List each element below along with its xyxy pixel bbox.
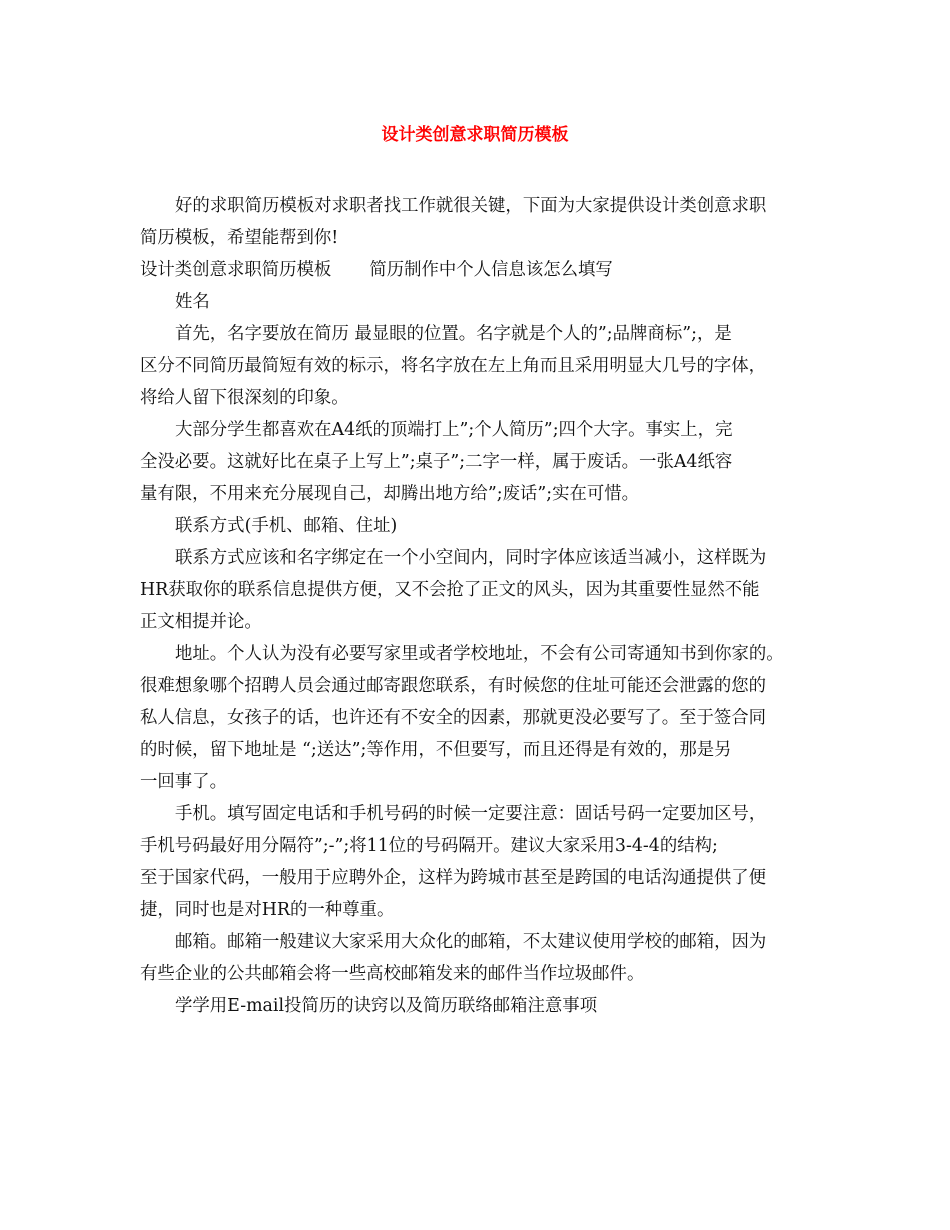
text-line: 学学用E-mail投简历的诀窍以及简历联络邮箱注意事项	[175, 996, 598, 1016]
text-line: 一回事了。	[140, 772, 227, 792]
text-line: 好的求职简历模板对求职者找工作就很关键，下面为大家提供设计类创意求职	[175, 196, 767, 216]
text-line: 联系方式应该和名字绑定在一个小空间内，同时字体应该适当减小，这样既为	[175, 548, 767, 568]
text-line-segment: 简历制作中个人信息该怎么填写	[369, 260, 613, 280]
text-line: 大部分学生都喜欢在A4纸的顶端打上”;个人简历”;四个大字。事实上，完	[175, 420, 733, 440]
text-line: 首先，名字要放在简历 最显眼的位置。名字就是个人的”;品牌商标”;，是	[175, 324, 732, 344]
text-line: 捷，同时也是对HR的一种尊重。	[140, 900, 395, 920]
text-line: 的时候，留下地址是 “;送达”;等作用，不但要写，而且还得是有效的，那是另	[140, 740, 732, 760]
text-line: 姓名	[175, 292, 210, 312]
text-line: 正文相提并论。	[140, 612, 262, 632]
text-line: 私人信息，女孩子的话，也许还有不安全的因素，那就更没必要写了。至于签合同	[140, 708, 767, 728]
text-line: 联系方式(手机、邮箱、住址)	[175, 516, 398, 536]
text-line: 量有限，不用来充分展现自己，却腾出地方给”;废话”;实在可惜。	[140, 484, 640, 504]
text-line: 手机号码最好用分隔符”;-”;将11位的号码隔开。建议大家采用3-4-4的结构;	[140, 836, 718, 856]
text-line: 至于国家代码，一般用于应聘外企，这样为跨城市甚至是跨国的电话沟通提供了便	[140, 868, 767, 888]
text-line	[140, 254, 820, 286]
text-line: 简历模板，希望能帮到你!	[140, 228, 339, 248]
text-line: 很难想象哪个招聘人员会通过邮寄跟您联系，有时候您的住址可能还会泄露的您的	[140, 676, 767, 696]
text-line: 邮箱。邮箱一般建议大家采用大众化的邮箱，不太建议使用学校的邮箱，因为	[175, 932, 767, 952]
text-line: 地址。个人认为没有必要写家里或者学校地址，不会有公司寄通知书到你家的。	[175, 644, 784, 664]
text-line: 将给人留下很深刻的印象。	[140, 388, 349, 408]
text-line-segment: 设计类创意求职简历模板	[140, 260, 332, 280]
text-line: HR获取你的联系信息提供方便，又不会抢了正文的风头，因为其重要性显然不能	[140, 580, 760, 600]
document-title: 设计类创意求职简历模板	[381, 125, 569, 145]
text-line: 区分不同简历最简短有效的标示，将名字放在左上角而且采用明显大几号的字体，	[140, 356, 767, 376]
text-line: 有些企业的公共邮箱会将一些高校邮箱发来的邮件当作垃圾邮件。	[140, 964, 645, 984]
document-body	[140, 190, 820, 1022]
text-line: 手机。填写固定电话和手机号码的时候一定要注意：固话号码一定要加区号，	[175, 804, 767, 824]
text-line: 全没必要。这就好比在桌子上写上”;桌子”;二字一样，属于废话。一张A4纸容	[140, 452, 733, 472]
